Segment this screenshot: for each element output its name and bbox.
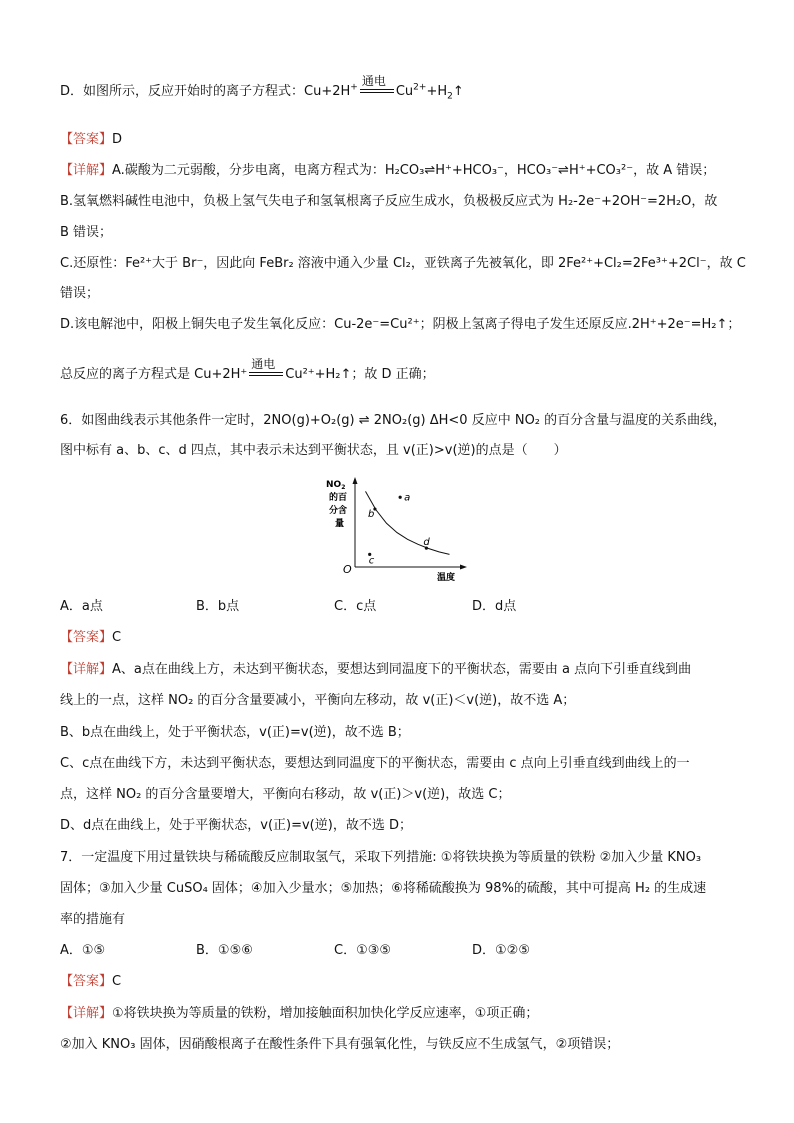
x-axis-arrowhead xyxy=(460,565,467,570)
q6-detail-1: 【详解】A、a点在曲线上方，未达到平衡状态，要想达到同温度下的平衡状态，需要由 a 点向下引垂直线到曲 xyxy=(60,662,692,677)
q7-detail-2: ②加入 KNO₃ 固体，因硝酸根离子在酸性条件下具有强氧化性，与铁反应不生成氢气，②项错误； xyxy=(60,1037,620,1052)
q7-answer: 【答案】C xyxy=(60,974,122,989)
q6-detail-2: 线上的一点，这样 NO₂ 的百分含量要减小，平衡向左移动，故 v(正)＜v(逆)，故不选 A； xyxy=(60,693,576,708)
q5-detail-7: 总反应的离子方程式是 Cu+2H⁺ 通电 Cu²⁺+H₂↑；故 D 正确； xyxy=(60,356,435,382)
q5-answer: 【答案】D xyxy=(60,132,123,147)
q6-stem-1: 6．如图曲线表示其他条件一定时，2NO(g)+O₂(g) ⇌ 2NO₂(g) ΔH<0 反应中 NO₂ 的百分含量与温度的关系曲线， xyxy=(60,413,727,428)
q6-option-d[interactable]: D．d点 xyxy=(472,599,517,614)
q6-detail-6: D、d点在曲线上，处于平衡状态，v(正)=v(逆)，故不选 D； xyxy=(60,818,412,833)
q5-detail-6: D.该电解池中，阳极上铜失电子发生氧化反应：Cu-2e⁻=Cu²⁺；阴极上氢离子得电子发生还原反应.2H⁺+2e⁻=H₂↑； xyxy=(60,317,741,332)
q5-detail-2: B.氢氧燃料碱性电池中，负极上氢气失电子和氢氧根离子反应生成水，负极极反应式为 H₂-2e⁻+2OH⁻=2H₂O，故 xyxy=(60,194,718,209)
q5-detail-5: 错误； xyxy=(60,286,100,301)
y-axis-arrowhead xyxy=(353,477,358,484)
q7-detail-1: 【详解】①将铁块换为等质量的铁粉，增加接触面积加快化学反应速率，①项正确； xyxy=(60,1006,539,1021)
option-d-line: D．如图所示，反应开始时的离子方程式：Cu+2H+ 通电 $Cu^{2+}+H_2↑$ xyxy=(60,73,464,102)
q6-option-a[interactable]: A．a点 xyxy=(60,599,103,614)
q6-answer: 【答案】C xyxy=(60,630,122,645)
origin-label: O xyxy=(343,563,352,576)
q6-detail-5: 点，这样 NO₂ 的百分含量要增大，平衡向右移动，故 v(正)＞v(逆)，故选 C； xyxy=(60,787,511,802)
q5-detail-1: 【详解】A.碳酸为二元弱酸，分步电离，电离方程式为：H₂CO₃⇌H⁺+HCO₃⁻，HCO₃⁻⇌H⁺+CO₃²⁻，故 A 错误； xyxy=(60,163,716,178)
q7-option-c[interactable]: C．①③⑤ xyxy=(334,943,392,958)
y-axis-label-3: 分含 xyxy=(329,506,348,516)
q6-detail-3: B、b点在曲线上，处于平衡状态，v(正)=v(逆)，故不选 B； xyxy=(60,725,410,740)
y-axis-label-4: 量 xyxy=(335,519,345,529)
electrolysis-arrow-2: 通电 xyxy=(249,370,283,380)
point-label-d: d xyxy=(423,537,430,549)
q7-stem-3: 率的措施有 xyxy=(60,912,126,927)
y-axis-label-2: 的百 xyxy=(329,493,348,503)
q7-option-a[interactable]: A．①⑤ xyxy=(60,943,106,958)
point-a xyxy=(399,496,402,499)
option-d-prefix: D．如图所示，反应开始时的离子方程式：Cu+2H xyxy=(60,84,351,99)
point-label-a: a xyxy=(404,492,411,504)
y-axis-label-1: $NO_2$ xyxy=(326,480,346,491)
point-label-b: b xyxy=(367,509,375,521)
q7-stem-2: 固体；③加入少量 CuSO₄ 固体；④加入少量水；⑤加热；⑥将稀硫酸换为 98%的硫酸，其中可提高 H₂ 的生成速 xyxy=(60,881,707,896)
electrolysis-arrow: 通电 xyxy=(360,87,394,97)
point-label-c: c xyxy=(368,555,375,567)
q6-stem-2: 图中标有 a、b、c、d 四点，其中表示未达到平衡状态，且 v(正)>v(逆)的点是（ ） xyxy=(60,443,567,458)
q5-detail-4: C.还原性：Fe²⁺大于 Br⁻，因此向 FeBr₂ 溶液中通入少量 Cl₂，亚铁离子先被氧化，即 2Fe²⁺+Cl₂=2Fe³⁺+2Cl⁻，故 C xyxy=(60,256,746,271)
q7-stem-1: 7．一定温度下用过量铁块与稀硫酸反应制取氢气，采取下列措施: ①将铁块换为等质量的铁粉 ②加入少量 KNO₃ xyxy=(60,850,702,865)
q6-option-b[interactable]: B．b点 xyxy=(196,599,240,614)
x-axis-label: 温度 xyxy=(437,573,456,583)
q6-chart xyxy=(325,477,485,587)
q6-option-c[interactable]: C．c点 xyxy=(334,599,377,614)
q7-option-d[interactable]: D．①②⑤ xyxy=(472,943,530,958)
q7-option-b[interactable]: B．①⑤⑥ xyxy=(196,943,253,958)
q5-detail-3: B 错误； xyxy=(60,225,113,240)
q6-detail-4: C、c点在曲线下方，未达到平衡状态，要想达到同温度下的平衡状态，需要由 c 点向上引垂直线到曲线上的一 xyxy=(60,756,690,771)
